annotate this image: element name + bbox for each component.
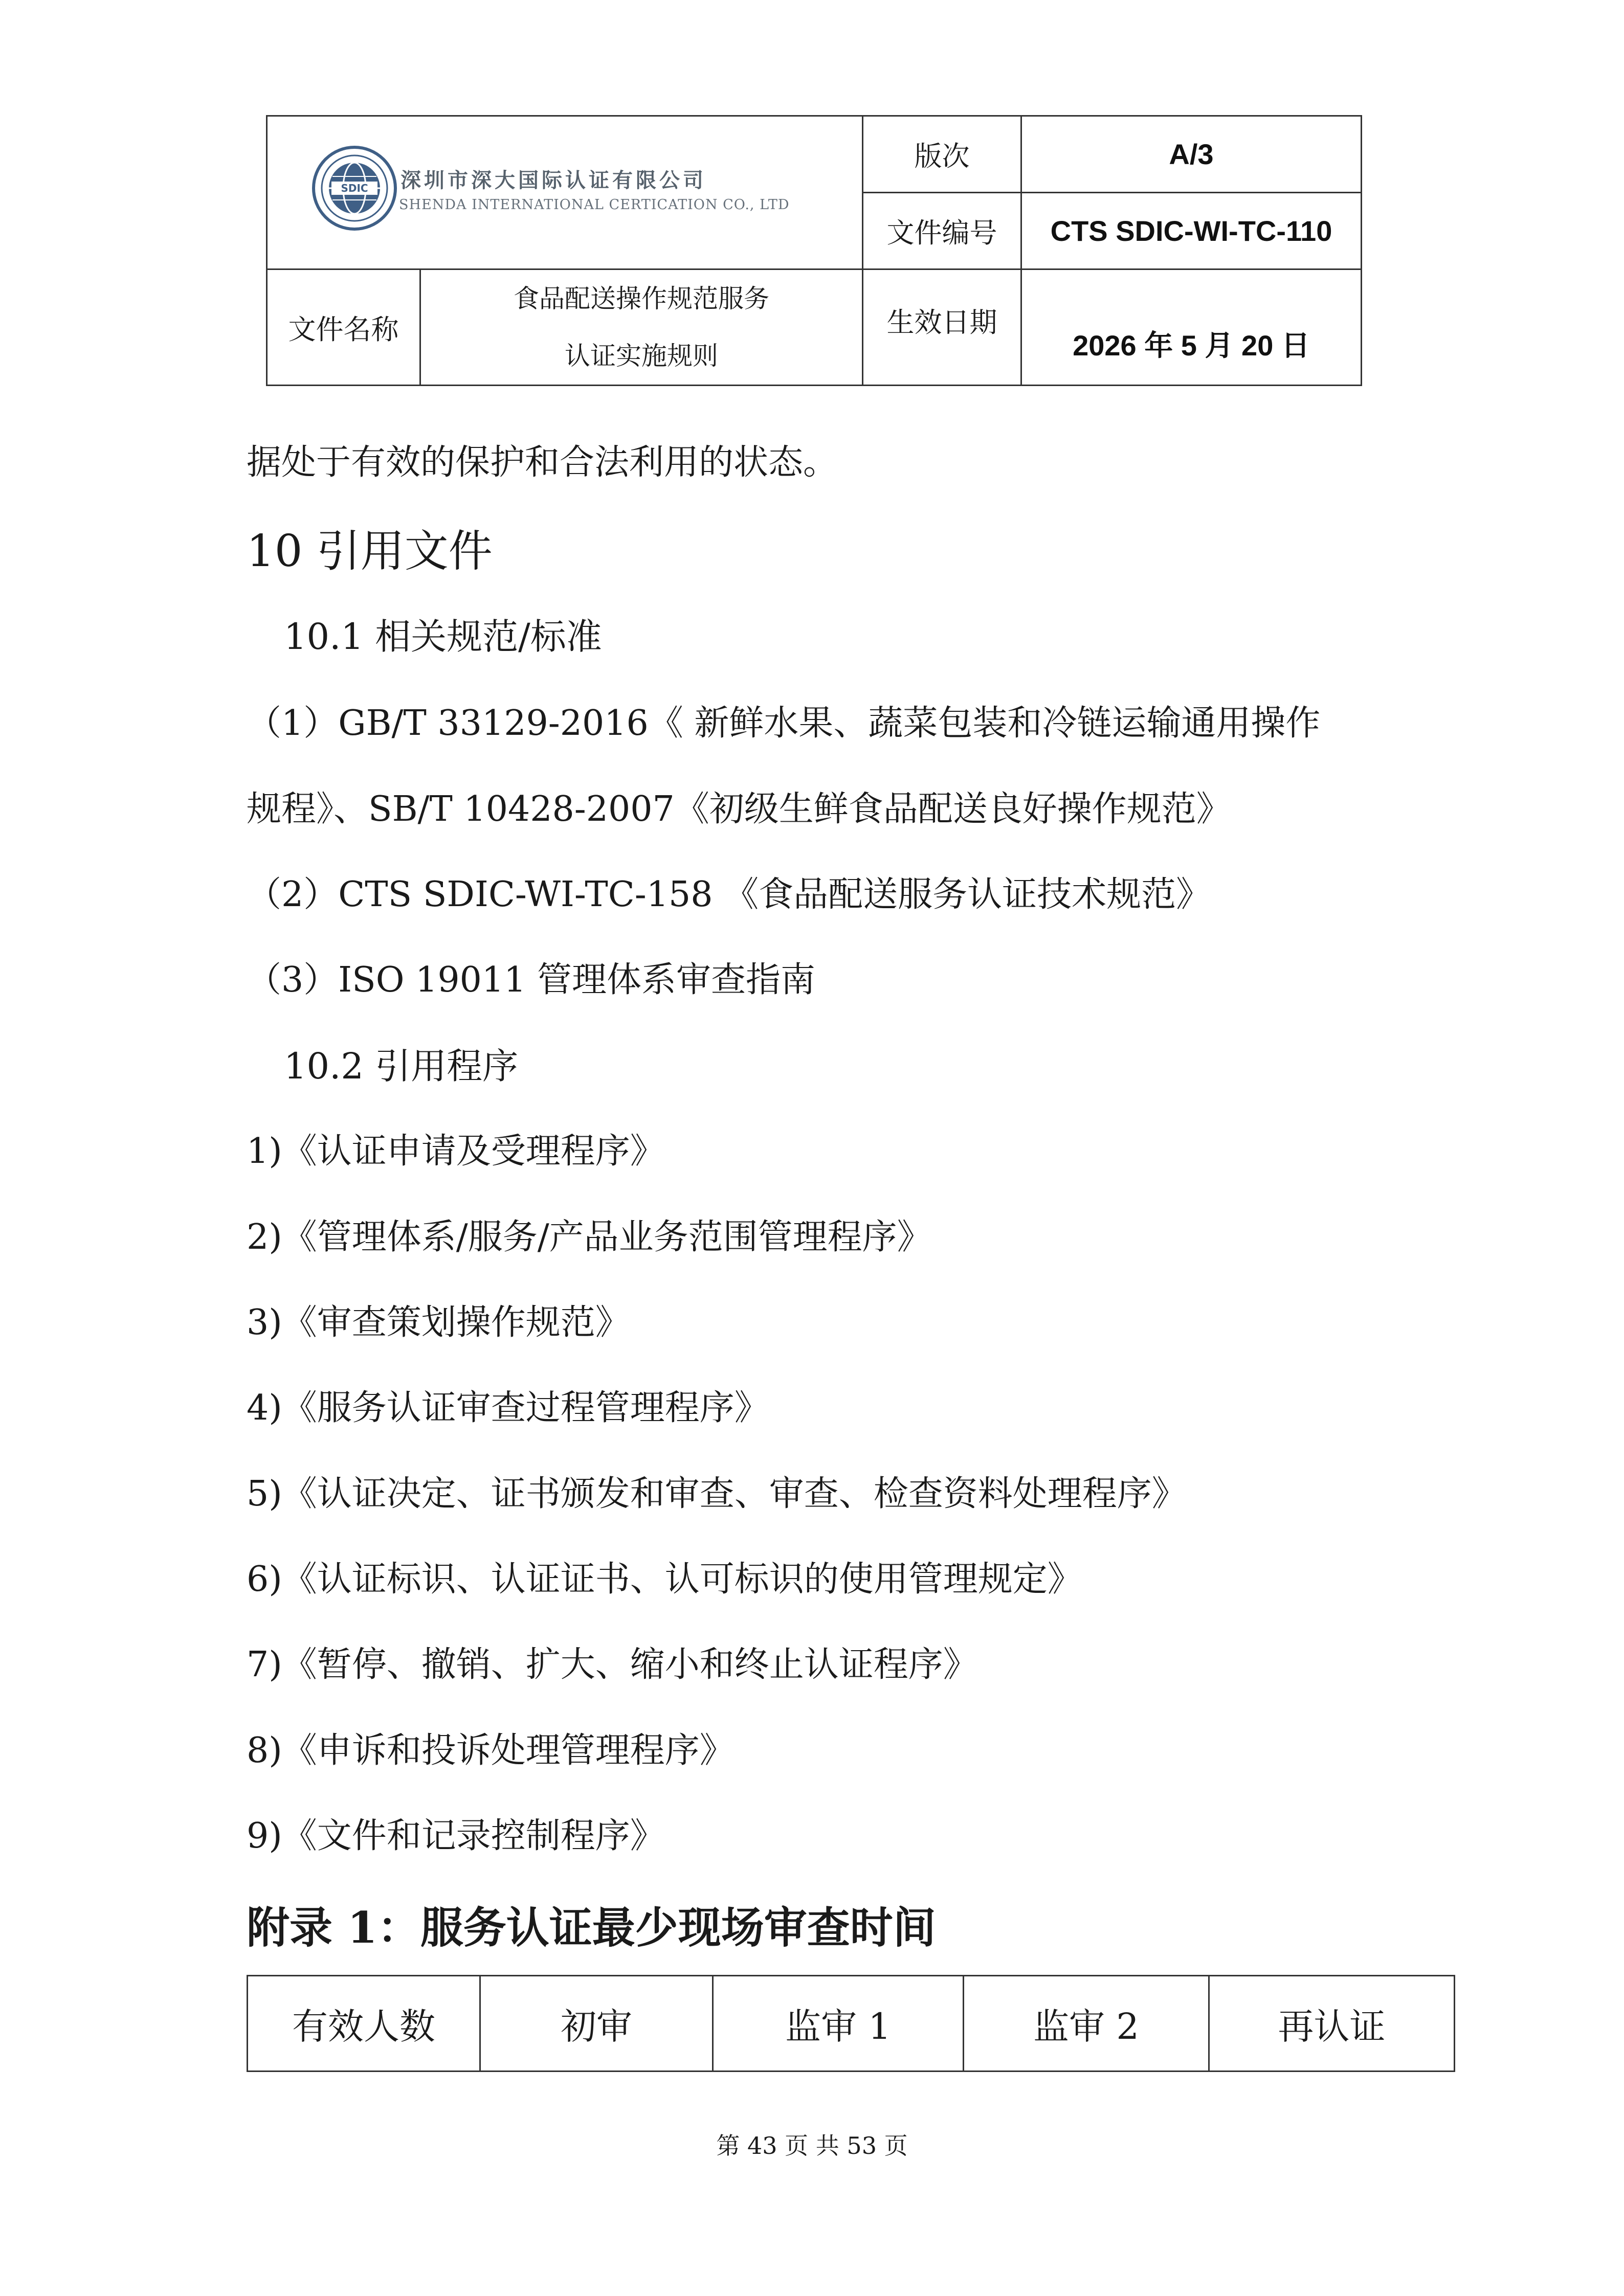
appendix-title: 附录 1：服务认证最少现场审查时间 — [247, 1902, 936, 1953]
effective-date-value: 2026 年 5 月 20 日 — [1021, 269, 1362, 386]
procedure-item: 4)《服务认证审查过程管理程序》 — [247, 1388, 769, 1428]
standard-item-1-line-2: 规程》、SB/T 10428-2007《初级生鲜食品配送良好操作规范》 — [247, 789, 1231, 829]
standard-item-2: （2）CTS SDIC-WI-TC-158 《食品配送服务认证技术规范》 — [247, 874, 1211, 915]
company-logo — [311, 145, 833, 247]
doc-name-value — [420, 269, 863, 386]
version-label: 版次 — [863, 116, 1021, 193]
procedure-item: 7)《暂停、撤销、扩大、缩小和终止认证程序》 — [247, 1645, 978, 1685]
procedure-item: 8)《申诉和投诉处理管理程序》 — [247, 1730, 735, 1771]
doc-name-label: 文件名称 — [267, 269, 420, 386]
company-name-cn: 深圳市深大国际认证有限公司 — [401, 169, 706, 192]
appendix-table — [247, 1975, 1455, 2072]
sdic-globe-icon — [311, 145, 398, 232]
procedure-item: 9)《文件和记录控制程序》 — [247, 1816, 665, 1856]
table-header-cell: 监审 2 — [964, 1976, 1209, 2072]
effective-date-label: 生效日期 — [863, 269, 1021, 386]
table-header-row — [248, 1976, 1455, 2072]
doc-name-line-1: 食品配送操作规范服务 — [514, 284, 769, 313]
section-title: 10 引用文件 — [247, 526, 493, 577]
svg-text:SDIC: SDIC — [341, 182, 368, 194]
document-header-table — [266, 115, 1362, 386]
company-name-en: SHENDA INTERNATIONAL CERTICATION CO., LTD — [399, 197, 790, 213]
subsection-title-standards: 10.1 相关规范/标准 — [284, 616, 602, 658]
standard-item-1-line-1: （1）GB/T 33129-2016《 新鲜水果、蔬菜包装和冷链运输通用操作 — [247, 703, 1321, 744]
docno-label: 文件编号 — [863, 193, 1021, 269]
table-header-cell: 有效人数 — [248, 1976, 480, 2072]
subsection-title-procedures: 10.2 引用程序 — [284, 1045, 519, 1087]
procedure-item: 6)《认证标识、认证证书、认可标识的使用管理规定》 — [247, 1559, 1082, 1600]
docno-value: CTS SDIC-WI-TC-110 — [1021, 193, 1362, 269]
table-header-cell: 监审 1 — [713, 1976, 964, 2072]
company-logo-cell — [267, 116, 863, 269]
procedure-item: 2)《管理体系/服务/产品业务范围管理程序》 — [247, 1217, 932, 1257]
page-number: 第 43 页 共 53 页 — [716, 2132, 908, 2159]
table-header-cell: 初审 — [480, 1976, 713, 2072]
procedure-item: 5)《认证决定、证书颁发和审查、审查、检查资料处理程序》 — [247, 1474, 1187, 1514]
version-value: A/3 — [1021, 116, 1362, 193]
doc-name-line-2: 认证实施规则 — [565, 341, 718, 371]
table-header-cell: 再认证 — [1209, 1976, 1455, 2072]
procedure-item: 3)《审查策划操作规范》 — [247, 1302, 630, 1343]
intro-paragraph: 据处于有效的保护和合法利用的状态。 — [247, 442, 838, 483]
standard-item-3: （3）ISO 19011 管理体系审查指南 — [247, 960, 816, 1000]
procedure-item: 1)《认证申请及受理程序》 — [247, 1131, 665, 1172]
